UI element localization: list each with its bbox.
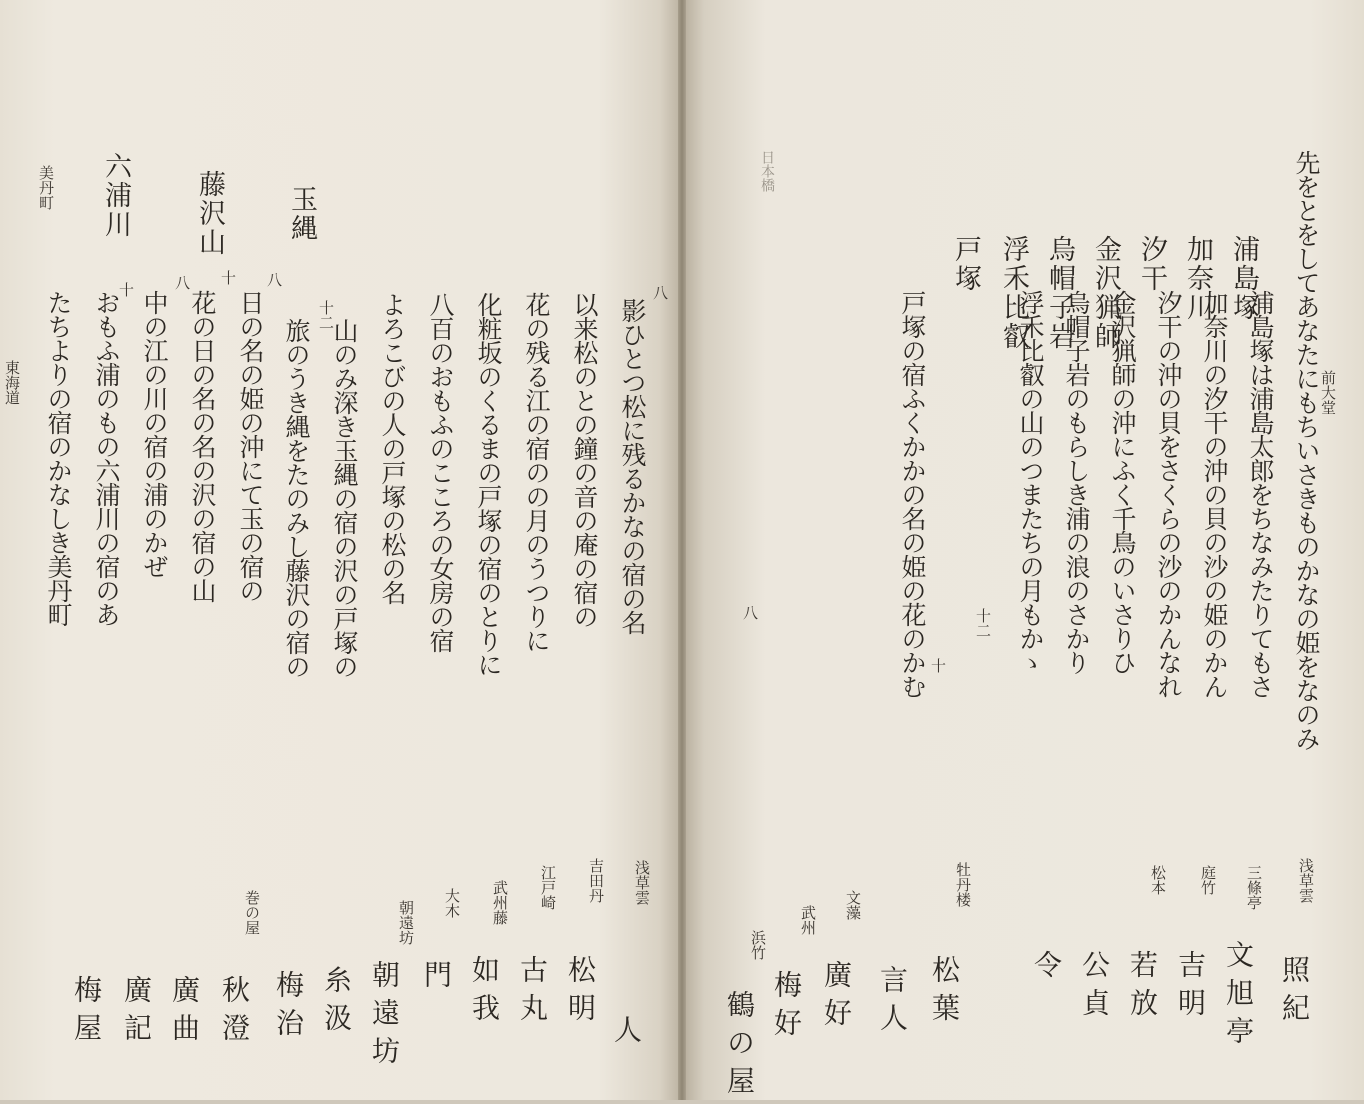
poet-name: 人: [610, 1015, 643, 1053]
poet-note: 庭竹: [1199, 865, 1217, 895]
poet-name: 朝遠坊: [368, 960, 401, 1074]
poet-name: 糸汲: [320, 965, 353, 1041]
poet-name: 廣記: [120, 975, 153, 1051]
poet-note: 巻の屋: [243, 890, 261, 935]
verse-line: 戸塚の宿ふくかかの名の姫の花のかむ: [898, 290, 927, 698]
heading: 藤沢山: [194, 170, 225, 257]
poet-note: 三條亭: [1245, 865, 1263, 910]
poet-note: 武州: [799, 905, 817, 935]
verse-line: よろこびの人の戸塚の松の名: [378, 292, 407, 604]
verse-number: 十二: [317, 300, 335, 330]
poet-name: 梅屋: [70, 975, 103, 1051]
verse-line: 先をとをしてあなたにもちいさきものかなの姫をなのみ: [1292, 150, 1321, 750]
verse-line: 加奈川の汐干の沖の貝の沙の姫のかん: [1200, 290, 1229, 698]
verse-line: 浮禾比叡の山のつまたちの月もかゝ: [1016, 290, 1045, 674]
poet-name: 梅治: [272, 970, 305, 1046]
verse-number: 八: [651, 285, 669, 300]
verse-line: 化粧坂のくるまの戸塚の宿のとりに: [474, 292, 503, 676]
heading: 六浦川: [100, 152, 131, 239]
heading: 加奈川: [1182, 235, 1213, 322]
verse-line: たちよりの宿のかなしき美丹町: [44, 290, 73, 626]
verse-number: 十: [117, 282, 135, 297]
heading: 浮禾比叡: [998, 235, 1029, 351]
heading: 烏帽子岩: [1044, 235, 1075, 351]
verse-line: 金沢猟師の沖にふく千鳥のいさりひ: [1108, 290, 1137, 674]
poet-note: 大木: [443, 888, 461, 918]
poet-name: 令: [1030, 950, 1063, 988]
verse-line: 山のみ深き玉縄の宿の沢の戸塚の: [330, 318, 359, 678]
poet-name: 古丸: [516, 955, 549, 1031]
poet-name: 鶴の屋: [723, 990, 756, 1104]
poet-name: 言人: [876, 965, 909, 1041]
poet-note: 武州藤: [491, 880, 509, 925]
heading: 美丹町: [37, 165, 55, 210]
poet-name: 照紀: [1278, 955, 1311, 1031]
poet-name: 吉明: [1174, 950, 1207, 1026]
margin-footer: 東海道: [3, 360, 21, 405]
verse-line: 花の残る江の宿のの月のうつりに: [522, 292, 551, 652]
poet-name: 秋澄: [218, 975, 251, 1051]
poet-note: 朝遠坊: [397, 900, 415, 945]
poet-name: 松葉: [928, 955, 961, 1031]
poet-note: 松本: [1149, 865, 1167, 895]
verse-line: 以来松のとの鐘の音の庵の宿の: [570, 292, 599, 628]
poet-note: 吉田丹: [587, 858, 605, 903]
poet-name: 廣曲: [168, 975, 201, 1051]
poet-note: 浅草雲: [633, 860, 651, 905]
verse-number: 十: [929, 658, 947, 673]
heading: 浦島塚: [1228, 235, 1259, 322]
poet-name: 如我: [468, 955, 501, 1031]
page-header: 前大堂: [1319, 370, 1337, 415]
poet-name: 梅好: [770, 970, 803, 1046]
poet-name: 文旭亭: [1222, 940, 1255, 1054]
poet-name: 廣好: [820, 960, 853, 1036]
verse-line: 八百のおもふのこころの女房の宿: [426, 292, 455, 652]
poet-note: 牡丹楼: [954, 862, 972, 907]
verse-number: 八: [265, 272, 283, 287]
verse-number: 十二: [974, 608, 992, 638]
verse-line: 日の名の姫の沖にて玉の宿の: [236, 290, 265, 602]
poet-name: 若放: [1126, 950, 1159, 1026]
poet-note: 浅草雲: [1297, 858, 1315, 903]
heading: 金沢猟師: [1090, 235, 1121, 351]
poet-note: 浜竹: [749, 930, 767, 960]
verse-line: 影ひとつ松に残るかなの宿の名: [618, 298, 647, 634]
verse-number: 八: [173, 275, 191, 290]
poet-name: 公貞: [1078, 950, 1111, 1026]
heading: 戸塚: [950, 235, 981, 293]
book-gutter: [678, 0, 686, 1100]
heading: 玉縄: [286, 185, 317, 243]
poet-name: 松明: [564, 955, 597, 1031]
poet-note: 江戸崎: [539, 865, 557, 910]
verse-line: おもふ浦のもの六浦川の宿のあ: [92, 290, 121, 626]
poet-note: 文藻: [844, 890, 862, 920]
verse-line: 花の日の名の名の沢の宿の山: [188, 290, 217, 602]
faint-stamp: 日本橋: [759, 150, 775, 192]
heading: 汐干: [1136, 235, 1167, 293]
verse-line: 浦島塚は浦島太郎をちなみたりてもさ: [1246, 290, 1275, 698]
verse-line: 中の江の川の宿の浦のかぜ: [140, 290, 169, 578]
verse-line: 烏帽子岩のもらしき浦の浪のさかり: [1062, 290, 1091, 674]
poet-name: 門: [420, 960, 453, 998]
verse-line: 汐干の沖の貝をさくらの沙のかんなれ: [1154, 290, 1183, 698]
verse-number: 八: [741, 605, 759, 620]
verse-number: 十: [219, 270, 237, 285]
verse-line: 旅のうき縄をたのみし藤沢の宿の: [282, 318, 311, 678]
